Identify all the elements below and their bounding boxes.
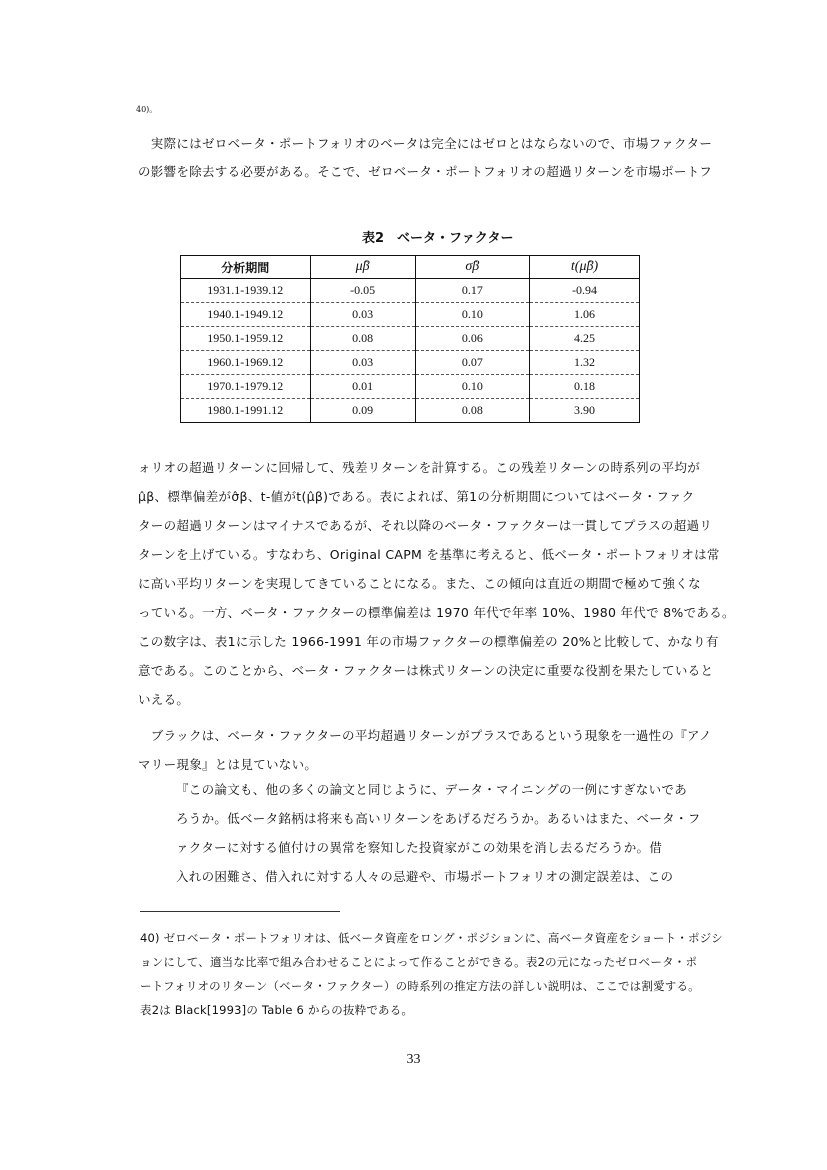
beta-factor-table bbox=[180, 255, 640, 423]
text-line: ろうか。低ベータ銘柄は将来も高いリターンをあげるだろうか。あるいはまた、ベータ・フ bbox=[176, 811, 701, 826]
text-line: 意である。このことから、ベータ・ファクターは株式リターンの決定に重要な役割を果たしていると bbox=[138, 663, 714, 678]
table-row bbox=[181, 375, 640, 399]
text-line: に高い平均リターンを実現してきていることになる。また、この傾向は直近の期間で極めて強くな bbox=[138, 576, 701, 591]
text-line: の影響を除去する必要がある。そこで、ゼロベータ・ポートフォリオの超過リターンを市場ポートフ bbox=[138, 164, 713, 179]
cell-sd: 0.17 bbox=[415, 279, 529, 303]
cell-period: 1931.1-1939.12 bbox=[181, 279, 311, 303]
footnote-rule bbox=[140, 911, 340, 912]
table-row bbox=[181, 279, 640, 303]
header-mean: μ̂β bbox=[310, 256, 415, 279]
cell-period: 1950.1-1959.12 bbox=[181, 327, 311, 351]
cell-tvalue: 0.18 bbox=[530, 375, 640, 399]
table-row bbox=[181, 303, 640, 327]
cell-tvalue: -0.94 bbox=[530, 279, 640, 303]
table-header-row bbox=[181, 256, 640, 279]
text-line: この数字は、表1に示した 1966-1991 年の市場ファクターの標準偏差の 20%と比較して、かなり有 bbox=[138, 634, 719, 649]
text-line: ートフォリオのリターン（ベータ・ファクター）の時系列の推定方法の詳しい説明は、ここでは割愛する。 bbox=[140, 979, 700, 993]
header-period: 分析期間 bbox=[181, 256, 311, 279]
cell-sd: 0.06 bbox=[415, 327, 529, 351]
cell-mean: 0.01 bbox=[310, 375, 415, 399]
cell-mean: 0.08 bbox=[310, 327, 415, 351]
table-row bbox=[181, 399, 640, 423]
cell-tvalue: 4.25 bbox=[530, 327, 640, 351]
header-sd: σ̂β bbox=[415, 256, 529, 279]
cell-tvalue: 1.06 bbox=[530, 303, 640, 327]
text-line: っている。一方、ベータ・ファクターの標準偏差は 1970 年代で年率 10%、1980 年代で 8%である。 bbox=[138, 605, 735, 620]
table-row bbox=[181, 351, 640, 375]
cell-period: 1960.1-1969.12 bbox=[181, 351, 311, 375]
text-line: ァクターに対する値付けの異常を察知した投資家がこの効果を消し去るだろうか。借 bbox=[176, 840, 663, 855]
cell-tvalue: 3.90 bbox=[530, 399, 640, 423]
text-line: μ̂β、標準偏差がσ̂β、t-値がt(μ̂β)である。表によれば、第1の分析期間についてはベータ・ファク bbox=[138, 489, 695, 504]
cell-mean: 0.09 bbox=[310, 399, 415, 423]
text-line: 『この論文も、他の多くの論文と同じように、データ・マイニングの一例にすぎないであ bbox=[176, 782, 688, 797]
cell-tvalue: 1.32 bbox=[530, 351, 640, 375]
page-number: 33 bbox=[406, 1052, 421, 1067]
text-line: 実際にはゼロベータ・ポートフォリオのベータは完全にはゼロとはならないので、市場ファクター bbox=[138, 136, 713, 151]
cell-mean: 0.03 bbox=[310, 351, 415, 375]
text-line: 入れの困難さ、借入れに対する人々の忌避や、市場ポートフォリオの測定誤差は、この bbox=[176, 869, 674, 884]
cell-period: 1980.1-1991.12 bbox=[181, 399, 311, 423]
table-row bbox=[181, 327, 640, 351]
cell-mean: 0.03 bbox=[310, 303, 415, 327]
cell-mean: -0.05 bbox=[310, 279, 415, 303]
text-line: ブラックは、ベータ・ファクターの平均超過リターンがプラスであるという現象を一過性の『アノ bbox=[138, 728, 712, 743]
header-tvalue: t(μ̂β) bbox=[530, 256, 640, 279]
table-caption: 表2 ベータ・ファクター bbox=[362, 231, 514, 246]
text-line: ターンを上げている。すなわち、Original CAPM を基準に考えると、低ベータ・ポートフォリオは常 bbox=[138, 547, 720, 562]
cell-period: 1940.1-1949.12 bbox=[181, 303, 311, 327]
cell-period: 1970.1-1979.12 bbox=[181, 375, 311, 399]
text-line: マリー現象』とは見ていない。 bbox=[138, 757, 318, 772]
cell-sd: 0.10 bbox=[415, 303, 529, 327]
footnote-marker: 40)。 bbox=[136, 105, 158, 114]
cell-sd: 0.10 bbox=[415, 375, 529, 399]
text-line: 表2は Black[1993]の Table 6 からの抜粋である。 bbox=[140, 1003, 414, 1017]
cell-sd: 0.07 bbox=[415, 351, 529, 375]
text-line: ォリオの超過リターンに回帰して、残差リターンを計算する。この残差リターンの時系列の平均が bbox=[138, 460, 701, 475]
text-line: ターの超過リターンはマイナスであるが、それ以降のベータ・ファクターは一貫してプラスの超過リ bbox=[138, 518, 713, 533]
cell-sd: 0.08 bbox=[415, 399, 529, 423]
text-line: 40) ゼロベータ・ポートフォリオは、低ベータ資産をロング・ポジションに、高ベータ資産をショート・ポジシ bbox=[140, 931, 723, 945]
text-line: いえる。 bbox=[138, 692, 190, 707]
text-line: ョンにして、適当な比率で組み合わせることによって作ることができる。表2の元になったゼロベータ・ポ bbox=[140, 955, 698, 969]
